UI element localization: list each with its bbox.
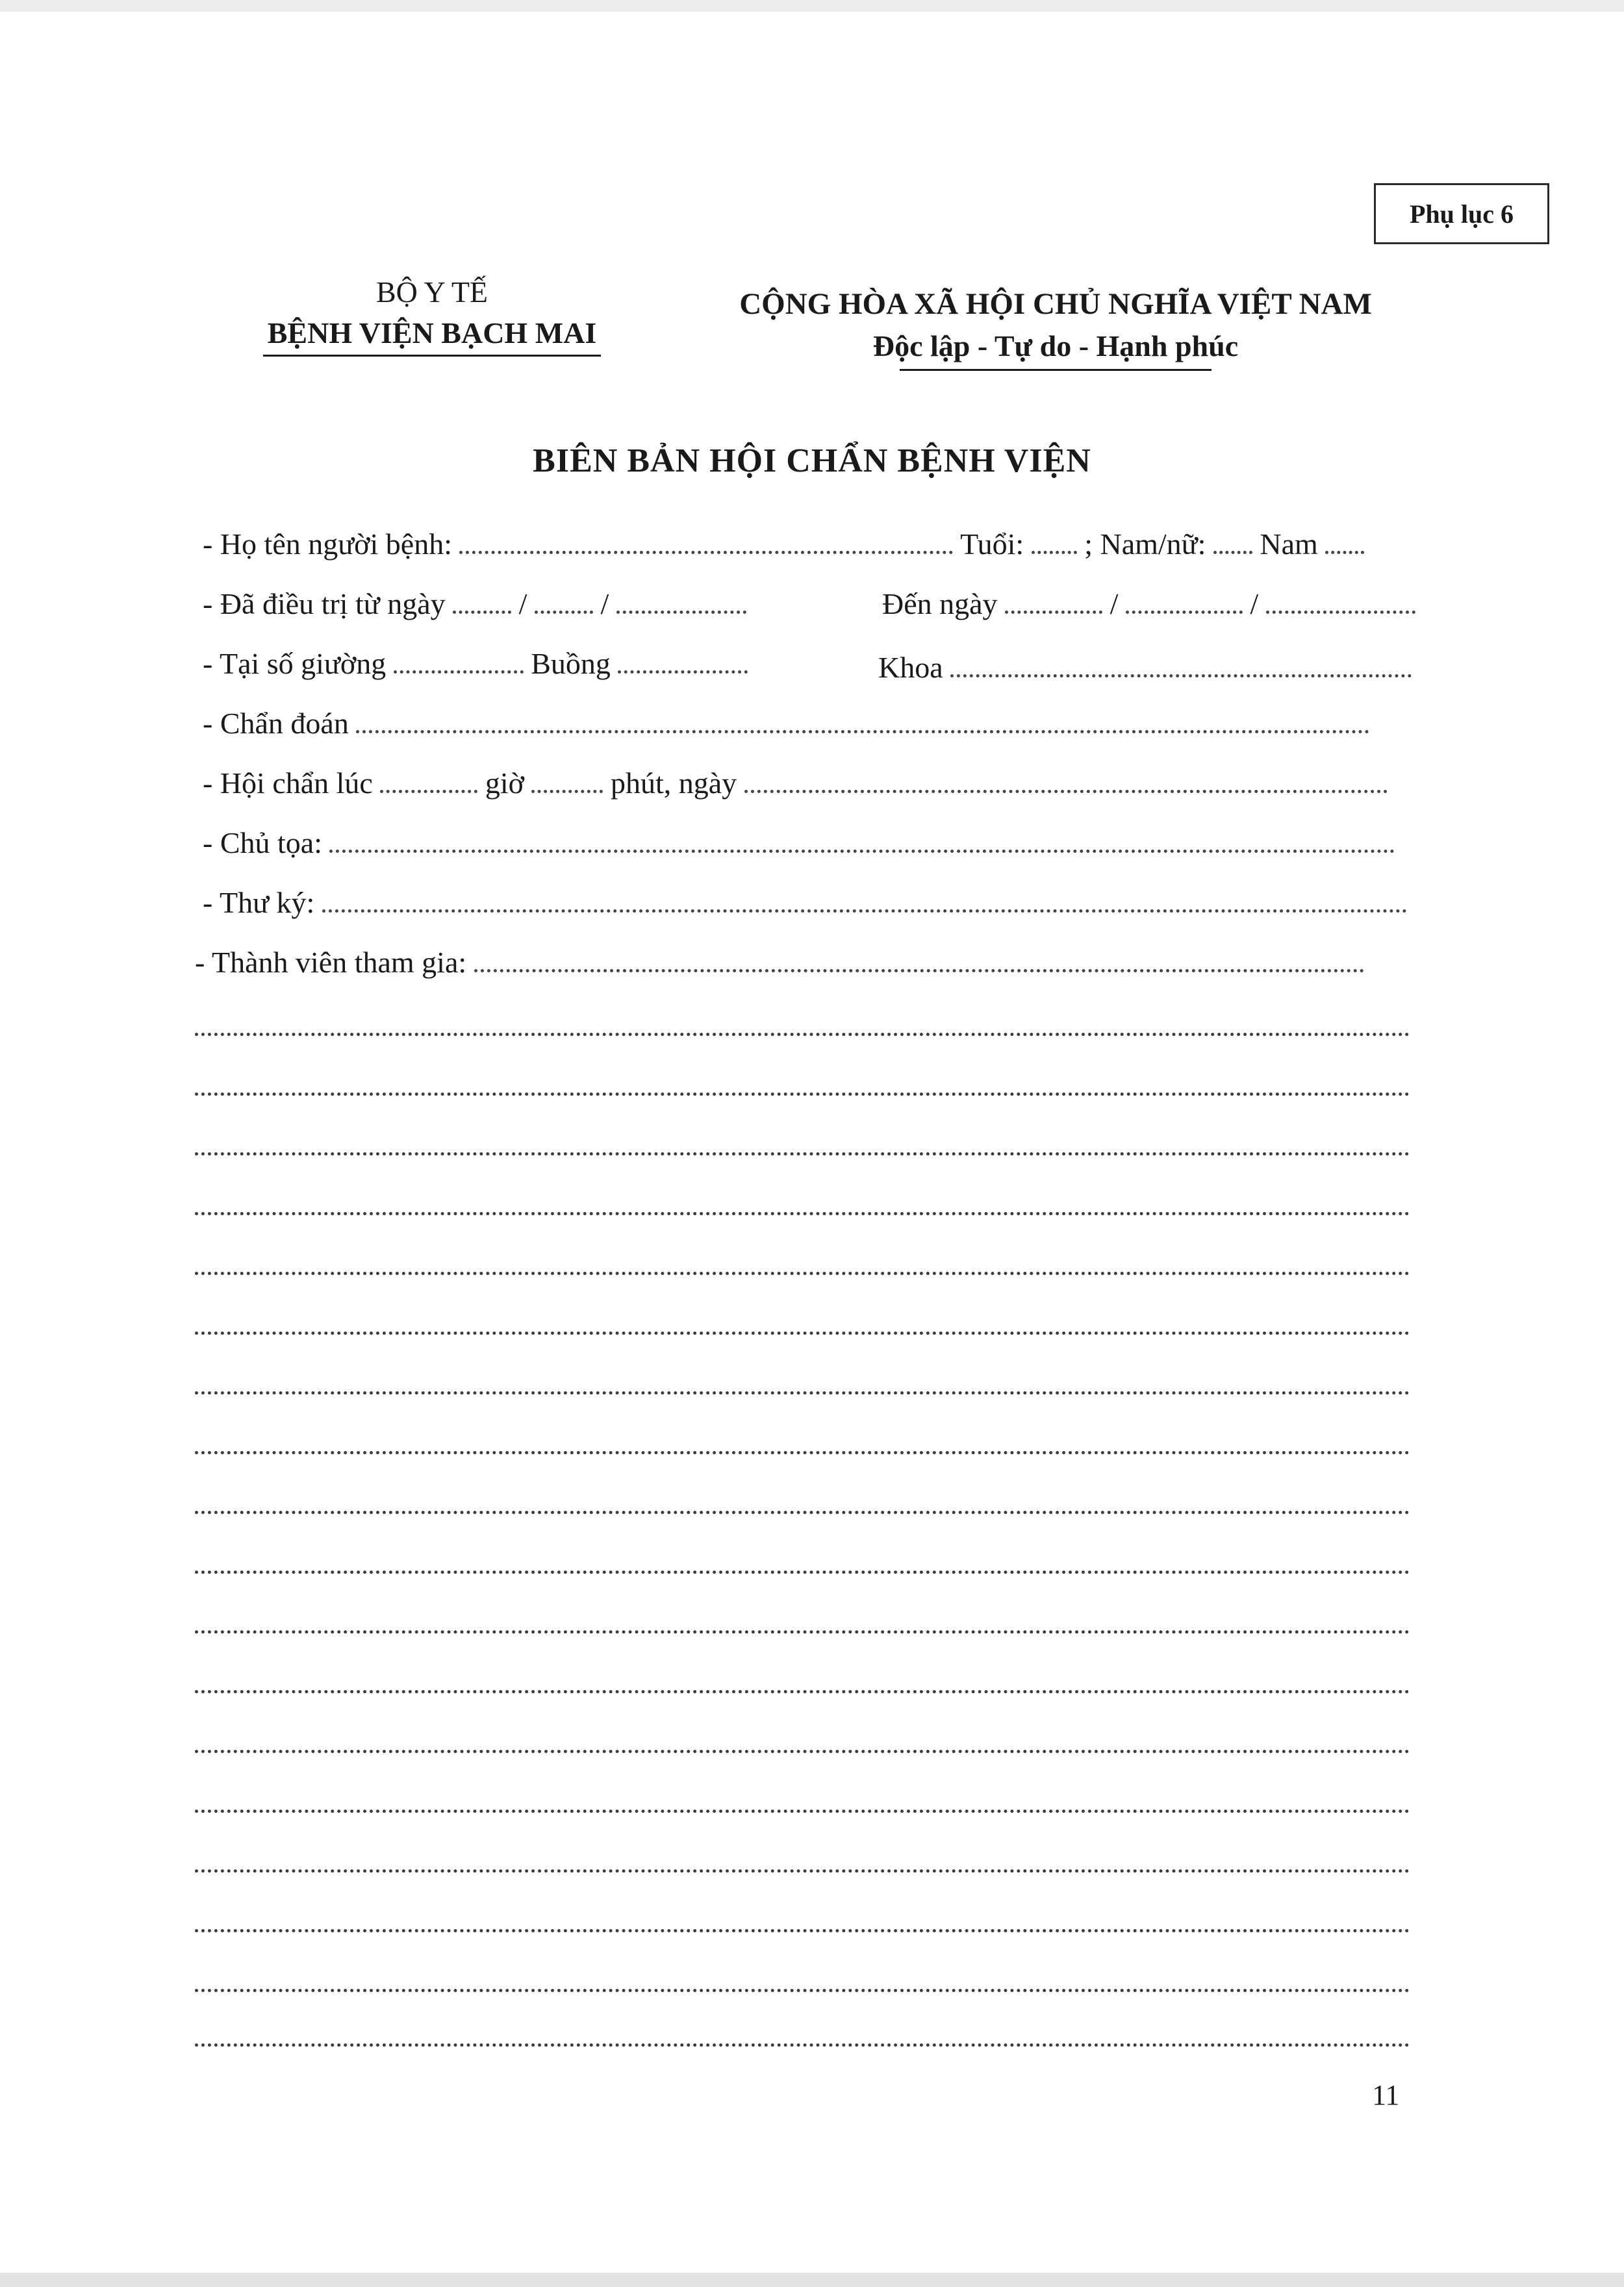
treated-to-label: Đến ngày [882, 587, 998, 620]
treated-to-year-field[interactable] [1266, 579, 1415, 614]
patient-name-label: - Họ tên người bệnh: [203, 527, 452, 561]
hospital-underline [263, 355, 601, 357]
consult-time-row [203, 759, 1424, 804]
consult-at-label: - Hội chẩn lúc [203, 766, 373, 800]
patient-row [203, 520, 1424, 565]
age-field[interactable] [1032, 520, 1077, 554]
consult-hour-field[interactable] [380, 759, 477, 793]
blank-line[interactable] [195, 1511, 1410, 1514]
bed-field[interactable] [394, 639, 524, 674]
blank-line[interactable] [195, 1212, 1410, 1215]
motto-underline [900, 369, 1212, 371]
gender-value-field[interactable] [1325, 520, 1364, 554]
date-separator: / [1250, 587, 1259, 620]
blank-line[interactable] [195, 1929, 1410, 1932]
gender-value: Nam [1260, 527, 1318, 561]
blank-line[interactable] [195, 1869, 1410, 1873]
blank-line[interactable] [195, 1690, 1410, 1693]
blank-line[interactable] [195, 1630, 1410, 1634]
department-row [878, 643, 1430, 689]
treated-from-label: - Đã điều trị từ ngày [203, 587, 446, 620]
organization-header [221, 273, 643, 357]
date-separator: / [1110, 587, 1119, 620]
blank-line[interactable] [195, 1810, 1410, 1813]
treated-from-year-field[interactable] [616, 579, 746, 614]
treated-to-day-field[interactable] [1005, 579, 1102, 614]
patient-name-field[interactable] [459, 520, 953, 554]
consult-minute-field[interactable] [531, 759, 603, 793]
blank-line[interactable] [195, 1750, 1410, 1753]
department-field[interactable] [950, 643, 1412, 677]
diagnosis-field[interactable] [356, 699, 1369, 733]
members-label: - Thành viên tham gia: [195, 946, 467, 979]
appendix-label-text: Phụ lục 6 [1409, 199, 1514, 229]
diagnosis-label: - Chẩn đoán [203, 707, 349, 740]
document-title: BIÊN BẢN HỘI CHẨN BỆNH VIỆN [533, 442, 1091, 479]
appendix-label [1374, 183, 1549, 244]
blank-line[interactable] [195, 1451, 1410, 1454]
date-separator: / [600, 587, 609, 620]
date-separator: / [518, 587, 527, 620]
blank-line[interactable] [195, 2043, 1410, 2047]
consult-date-field[interactable] [744, 759, 1388, 793]
blank-line[interactable] [195, 1391, 1410, 1395]
blank-line[interactable] [195, 1332, 1410, 1335]
gender-label: ; Nam/nữ: [1084, 527, 1206, 561]
secretary-label: - Thư ký: [203, 886, 315, 919]
blank-line[interactable] [195, 1152, 1410, 1156]
treated-to-month-field[interactable] [1126, 579, 1243, 614]
bed-room-row [203, 639, 787, 685]
secretary-row [203, 878, 1424, 924]
hour-label: giờ [485, 766, 524, 800]
department-label: Khoa [878, 651, 943, 684]
members-row [195, 938, 1423, 983]
page-number: 11 [1372, 2079, 1400, 2111]
ministry-name: BỘ Y TẾ [375, 275, 488, 309]
gender-field[interactable] [1213, 520, 1252, 554]
treated-to-row [882, 579, 1428, 625]
room-label: Buồng [531, 647, 611, 680]
minute-day-label: phút, ngày [610, 766, 737, 800]
room-field[interactable] [618, 639, 748, 674]
age-label: Tuổi: [960, 527, 1024, 561]
secretary-field[interactable] [322, 878, 1407, 913]
blank-line[interactable] [195, 1272, 1410, 1275]
motto: Độc lập - Tự do - Hạnh phúc [872, 329, 1239, 362]
treated-from-row [203, 579, 787, 625]
blank-line[interactable] [195, 1033, 1410, 1036]
treated-from-month-field[interactable] [535, 579, 593, 614]
blank-line[interactable] [195, 1571, 1410, 1574]
hospital-name: BỆNH VIỆN BẠCH MAI [267, 316, 597, 349]
bed-label: - Tại số giường [203, 647, 387, 680]
members-field[interactable] [474, 938, 1364, 972]
chair-label: - Chủ tọa: [203, 826, 322, 859]
diagnosis-row [203, 699, 1424, 744]
blank-line[interactable] [195, 1093, 1410, 1096]
national-header [669, 284, 1442, 371]
chair-field[interactable] [329, 818, 1395, 853]
chair-row [203, 818, 1424, 864]
country-name: CỘNG HÒA XÃ HỘI CHỦ NGHĨA VIỆT NAM [739, 287, 1372, 321]
treated-from-day-field[interactable] [453, 579, 511, 614]
blank-line[interactable] [195, 1989, 1410, 1992]
